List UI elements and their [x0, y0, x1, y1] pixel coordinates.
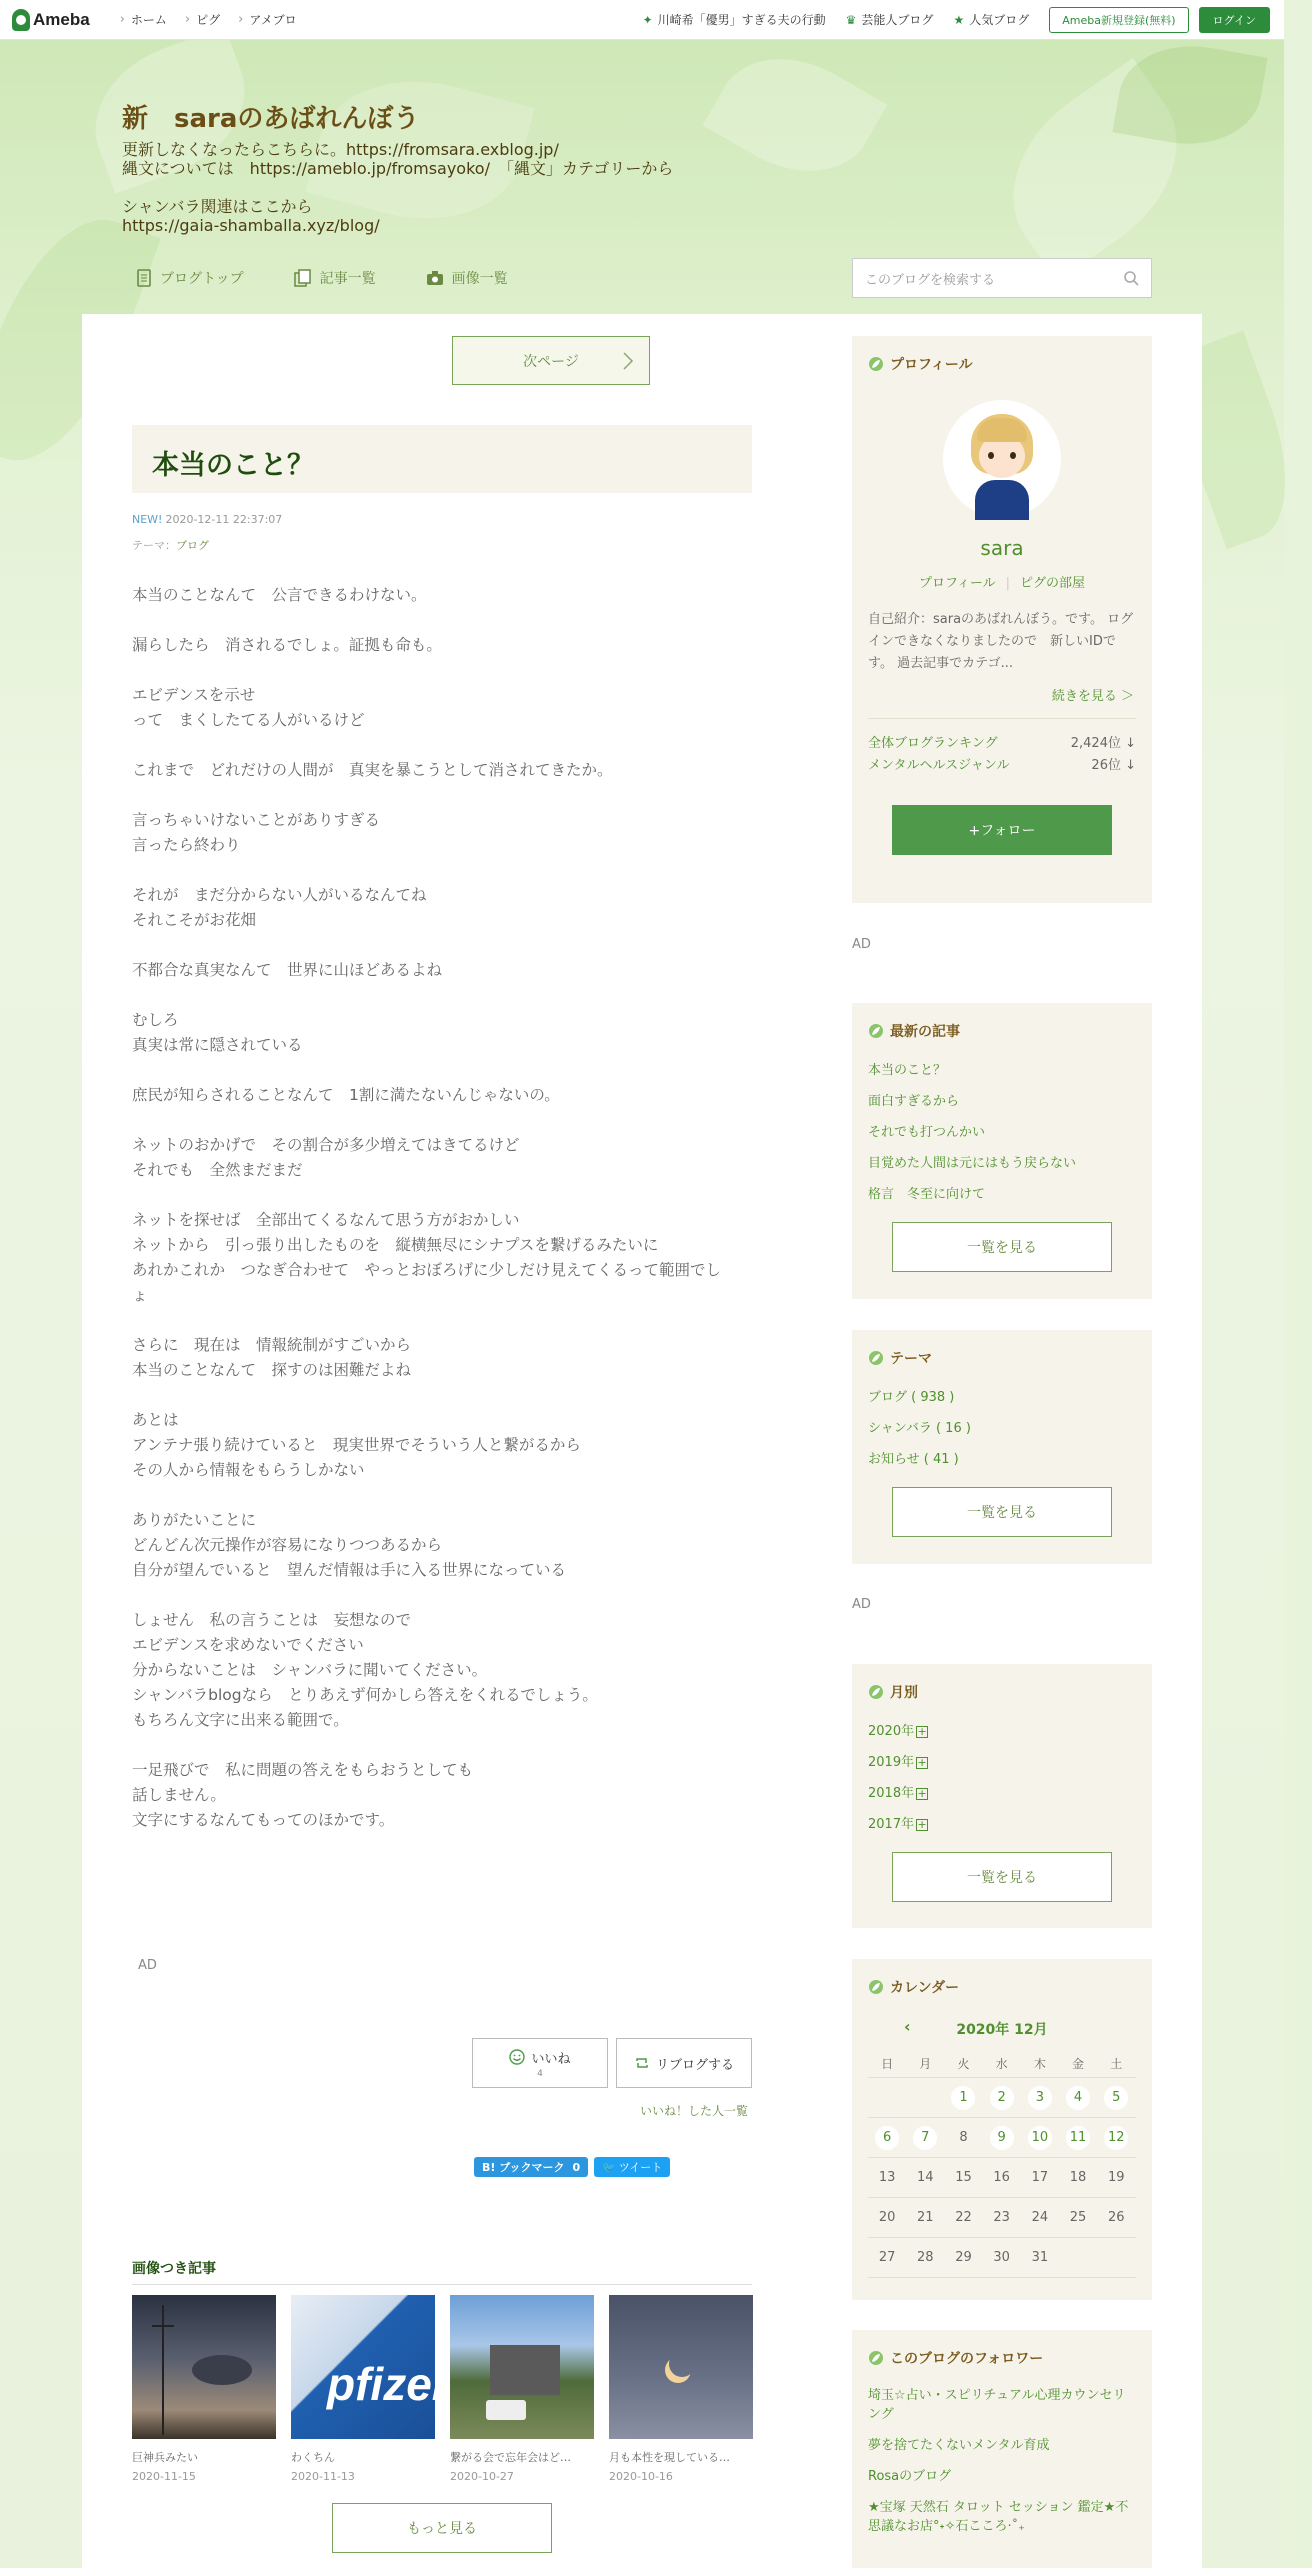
body-line: 言ったら終わり — [132, 836, 241, 854]
body-line: それこそがお花畑 — [132, 911, 257, 929]
global-nav — [102, 11, 297, 28]
calendar-month: 2020年 12月 — [956, 2022, 1048, 2038]
follow-button[interactable]: +フォロー — [892, 805, 1112, 855]
body-line: 一足飛びで 私に問題の答えをもらおうとしても — [132, 1761, 474, 1779]
blog-search[interactable] — [852, 258, 1152, 298]
thumbnail-image[interactable]: pfizer — [291, 2295, 435, 2439]
avatar[interactable] — [943, 400, 1061, 518]
calendar-day: 17 — [1031, 2170, 1049, 2185]
body-line — [132, 783, 757, 808]
calendar-day — [1059, 2238, 1097, 2277]
body-line — [132, 933, 757, 958]
crown-icon: ♛ — [845, 12, 857, 27]
calendar-day[interactable] — [1097, 2118, 1135, 2157]
body-line: むしろ — [132, 1011, 179, 1029]
profile-name[interactable]: sara — [980, 536, 1024, 560]
image-article-item[interactable]: 月も本性を現している… 2020-10-16 — [609, 2295, 753, 2483]
like-count: 4 — [537, 2068, 543, 2079]
body-line: それが まだ分からない人がいるなんてね — [132, 886, 427, 904]
body-line — [132, 658, 757, 683]
expand-icon[interactable]: + — [917, 1724, 927, 1738]
sparkle-icon: ✦ — [642, 12, 653, 27]
leaf-icon — [868, 1350, 884, 1366]
body-line — [132, 1733, 757, 1758]
weekday-label: 月 — [919, 2056, 932, 2071]
image-article-item[interactable]: 繋がる会で忘年会はど… 2020-10-27 — [450, 2295, 594, 2483]
bird-icon: 🐦 — [602, 2160, 616, 2174]
ranking: 全体ブログランキング 2,424位 ↓ メンタルヘルスジャンル 26位 ↓ — [868, 718, 1136, 777]
body-line: あとは — [132, 1411, 179, 1429]
nav-blog-top[interactable]: ブログトップ — [136, 268, 244, 288]
like-list-link[interactable]: いいね！した人一覧 — [640, 2104, 749, 2118]
calendar-day: 30 — [993, 2250, 1010, 2265]
smile-icon — [509, 2049, 525, 2065]
share-buttons — [474, 2157, 670, 2177]
body-line: ありがたいことに — [132, 1511, 257, 1529]
themes-widget: テーマ ブログ ( 938 ) シャンバラ ( 16 ) お知らせ ( 41 ) 一覧を見る — [852, 1330, 1152, 1564]
documents-icon — [294, 269, 312, 287]
theme-link[interactable]: お知らせ ( 41 ) — [868, 1452, 959, 1467]
celebrity-blog-link[interactable]: ♛ 芸能人ブログ — [845, 12, 934, 27]
calendar-grid — [868, 2049, 1136, 2278]
body-line — [132, 1583, 757, 1608]
body-line: 本当のことなんて 公言できるわけない。 — [132, 586, 427, 604]
latest-article-link[interactable]: 目覚めた人間は元にはもう戻らない — [868, 1156, 1077, 1171]
nav-image-list[interactable]: 画像一覧 — [426, 268, 508, 288]
article-theme: テーマ：ブログ — [132, 539, 209, 552]
leaf-icon — [868, 1684, 884, 1700]
ameba-logo[interactable]: Ameba — [12, 9, 90, 31]
calendar-day[interactable] — [983, 2118, 1021, 2157]
calendar-day-link[interactable]: 11 — [1066, 2126, 1090, 2150]
body-line: これまで どれだけの人間が 真実を暴こうとして消されてきたか。 — [132, 761, 613, 779]
body-line: エビデンスを求めないでください — [132, 1636, 364, 1654]
calendar-day: 18 — [1069, 2170, 1087, 2185]
body-line: 漏らしたら 消されるでしょ。証拠も命も。 — [132, 636, 442, 654]
image-article-item[interactable]: pfizer わくちん 2020-11-13 — [291, 2295, 435, 2483]
follower-blog-link[interactable]: 埼玉☆占い・スピリチュアル心理カウンセリング — [868, 2388, 1126, 2422]
followers-widget: このブログのフォロワー 埼玉☆占い・スピリチュアル心理カウンセリング 夢を捨てたくないメンタル育成 Rosaのブログ ★宝塚 天然石 タロット セッション 鑑定★不思議なお店°˖✧石こころ·˚₊ — [852, 2330, 1152, 2568]
calendar-widget: カレンダー ‹ 2020年 12月 日 月 火 水 木 金 土 1 2 3 4 5 6 7 8 9 10 11 12 13 14 15 16 17 18 19 20 21 22 23 24 25 26 27 28 29 30 31 — [852, 1959, 1152, 2300]
latest-article-link[interactable]: 本当のこと？ — [868, 1063, 947, 1078]
expand-icon[interactable]: + — [917, 1755, 927, 1769]
thumbnail-image[interactable] — [450, 2295, 594, 2439]
month-archive-link[interactable]: 2019年 + — [868, 1755, 927, 1770]
month-archive-link[interactable]: 2017年 + — [868, 1817, 927, 1832]
profile-link[interactable]: プロフィール — [918, 576, 996, 591]
article-body — [132, 583, 757, 1833]
calendar-day: 23 — [993, 2210, 1010, 2225]
leaf-icon — [868, 356, 884, 372]
expand-icon[interactable]: + — [917, 1817, 927, 1831]
body-line — [132, 858, 757, 883]
calendar-day-link[interactable]: 5 — [1104, 2086, 1128, 2110]
calendar-day-link[interactable]: 12 — [1104, 2126, 1128, 2150]
calendar-day: 16 — [993, 2170, 1010, 2185]
follower-blog-link[interactable]: 夢を捨てたくないメンタル育成 — [868, 2438, 1050, 2453]
calendar-day-link[interactable]: 6 — [875, 2126, 899, 2150]
blog-nav — [136, 268, 558, 288]
calendar-day — [1097, 2238, 1135, 2277]
calendar-day: 24 — [1031, 2210, 1049, 2225]
body-line: それでも 全然まだまだ — [132, 1161, 303, 1179]
view-all-themes-button[interactable]: 一覧を見る — [892, 1487, 1112, 1537]
weekday-label: 火 — [957, 2056, 970, 2071]
body-line — [132, 1383, 757, 1408]
calendar-day: 21 — [917, 2210, 934, 2225]
ameba-logo-icon — [12, 9, 30, 31]
article-date: 2020-12-11 22:37:07 — [165, 513, 283, 526]
global-header — [0, 0, 1284, 40]
view-all-monthly-button[interactable]: 一覧を見る — [892, 1852, 1112, 1902]
body-line — [132, 608, 757, 633]
like-button[interactable]: いいね 4 — [472, 2038, 608, 2088]
body-line: しょせん 私の言うことは 妄想なので — [132, 1611, 412, 1629]
calendar-day-link[interactable]: 2 — [990, 2086, 1014, 2110]
read-more-link[interactable]: 続きを見る ＞ — [1051, 689, 1134, 704]
body-line: アンテナ張り続けていると 現実世界でそういう人と繋がるから — [132, 1436, 581, 1454]
body-line: 言っちゃいけないことがありすぎる — [132, 811, 381, 829]
body-line: どんどん次元操作が容易になりつつあるから — [132, 1536, 443, 1554]
calendar-day-link[interactable]: 9 — [990, 2126, 1014, 2150]
weekday-label: 木 — [1033, 2056, 1046, 2071]
calendar-day-link[interactable]: 4 — [1066, 2086, 1090, 2110]
calendar-day: 28 — [917, 2250, 934, 2265]
reblog-button[interactable]: リブログする — [616, 2038, 752, 2088]
profile-links: プロフィール | ピグの部屋 — [918, 576, 1086, 591]
body-line: エビデンスを示せ — [132, 686, 256, 704]
body-line: 真実は常に隠されている — [132, 1036, 303, 1054]
body-line: ネットから 引っ張り出したものを 縦横無尽にシナプスを繋げるみたいに — [132, 1236, 659, 1254]
calendar-day[interactable] — [1021, 2078, 1059, 2117]
leaf-icon — [868, 1023, 884, 1039]
calendar-day: 26 — [1107, 2210, 1125, 2225]
body-line — [132, 1183, 757, 1208]
overall-ranking-link[interactable]: 全体ブログランキング — [868, 736, 998, 751]
pigg-room-link[interactable]: ピグの部屋 — [1020, 576, 1086, 591]
calendar-day: 25 — [1069, 2210, 1087, 2225]
body-line — [132, 733, 757, 758]
blog-description: 更新しなくなったらこちらに。https://fromsara.exblog.jp/ 縄文については https://ameblo.jp/fromsayoko/ 「縄文」カテゴリーから シャンバラ関連はここから https://gaia-shamballa.xyz/blog/ — [122, 140, 674, 235]
body-line — [132, 1058, 757, 1083]
calendar-day: 31 — [1031, 2250, 1049, 2265]
genre-ranking-link[interactable]: メンタルヘルスジャンル — [868, 758, 1010, 773]
weekday-label: 土 — [1110, 2056, 1123, 2071]
latest-article-link[interactable]: 面白すぎるから — [868, 1094, 960, 1109]
leaf-icon — [868, 2350, 884, 2366]
calendar-day: 14 — [917, 2170, 934, 2185]
nav-ameblo[interactable]: › アメブロ — [238, 11, 296, 28]
popular-blog-link[interactable]: ★ 人気ブログ — [953, 12, 1030, 27]
calendar-day-link[interactable]: 10 — [1028, 2126, 1052, 2150]
calendar-day[interactable] — [906, 2118, 944, 2157]
profile-intro: 自己紹介：saraのあばれんぼう。です。 ログインできなくなりましたので 新しいIDです。 過去記事でカテゴ... — [868, 612, 1134, 671]
global-nav-right — [643, 7, 1284, 33]
view-all-latest-button[interactable]: 一覧を見る — [892, 1222, 1112, 1272]
search-icon[interactable] — [1123, 270, 1139, 286]
image-articles-list — [132, 2295, 768, 2483]
chevron-right-icon — [621, 351, 635, 371]
weekday-label: 金 — [1072, 2056, 1085, 2071]
body-line: シャンバラblogなら とりあえず何かしら答えをくれるでしょう。 — [132, 1686, 598, 1704]
notebook-icon — [136, 269, 152, 287]
calendar-day-link[interactable]: 7 — [913, 2126, 937, 2150]
blog-title[interactable]: 新 saraのあばれんぼう — [122, 104, 420, 134]
trending-link[interactable]: ✦ 川崎希「優男」すぎる夫の行動 — [642, 12, 826, 27]
calendar-day-link[interactable]: 3 — [1028, 2086, 1052, 2110]
body-line: ネットのおかげで その割合が多少増えてはきてるけど — [132, 1136, 520, 1154]
body-line: 庶民が知らされることなんて 1割に満たないんじゃないの。 — [132, 1086, 560, 1104]
calendar-day[interactable] — [868, 2118, 906, 2157]
login-button[interactable]: ログイン — [1199, 7, 1270, 33]
star-icon: ★ — [953, 12, 965, 27]
calendar-week-row — [868, 2078, 1136, 2118]
thumbnail-image[interactable] — [609, 2295, 753, 2439]
body-line — [132, 1108, 757, 1133]
body-line: 不都合な真実なんて 世界に山ほどあるよね — [132, 961, 443, 979]
ad-label: AD — [138, 1958, 157, 1973]
body-line: 話しません。 — [132, 1786, 226, 1804]
calendar-week-row — [868, 2198, 1136, 2238]
body-line: ょ — [132, 1286, 148, 1304]
ad-label: AD — [852, 937, 871, 952]
follower-blog-link[interactable]: ★宝塚 天然石 タロット セッション 鑑定★不思議なお店°˖✧石こころ·˚₊ — [868, 2500, 1129, 2534]
hatena-bookmark-button[interactable]: B! ブックマーク 0 — [474, 2157, 588, 2177]
image-article-item[interactable]: 巨神兵みたい 2020-11-15 — [132, 2295, 276, 2483]
month-archive-link[interactable]: 2020年 + — [868, 1724, 927, 1739]
theme-link[interactable]: ブログ ( 938 ) — [868, 1390, 955, 1405]
body-line: ネットを探せば 全部出てくるなんて思う方がおかしい — [132, 1211, 520, 1229]
calendar-day[interactable] — [1059, 2118, 1097, 2157]
article-meta — [132, 513, 282, 526]
calendar-day — [868, 2078, 906, 2117]
calendar-week-row — [868, 2118, 1136, 2158]
calendar-day-link[interactable]: 1 — [951, 2086, 975, 2110]
nav-article-list[interactable]: 記事一覧 — [294, 268, 376, 288]
article-title[interactable]: 本当のこと？ — [132, 425, 752, 493]
reblog-icon — [634, 2055, 650, 2071]
latest-article-link[interactable]: 格言 冬至に向けて — [868, 1187, 986, 1202]
calendar-day: 27 — [878, 2250, 896, 2265]
month-archive-link[interactable]: 2018年 + — [868, 1786, 927, 1801]
image-articles-heading: 画像つき記事 — [132, 2258, 752, 2285]
body-line: さらに 現在は 情報統制がすごいから — [132, 1336, 412, 1354]
theme-link[interactable]: シャンバラ ( 16 ) — [868, 1421, 971, 1436]
leaf-icon — [868, 1979, 884, 1995]
body-line: 分からないことは シャンバラに聞いてください。 — [132, 1661, 488, 1679]
calendar-day: 19 — [1107, 2170, 1125, 2185]
weekday-label: 日 — [881, 2056, 894, 2071]
body-line: あれかこれか つなぎ合わせて やっとおぼろげに少しだけ見えてくるって範囲でし — [132, 1261, 722, 1279]
calendar-day: 13 — [878, 2170, 896, 2185]
monthly-widget: 月別 2020年 + 2019年 + 2018年 + 2017年 + 一覧を見る — [852, 1664, 1152, 1928]
calendar-week-row — [868, 2238, 1136, 2278]
body-line — [132, 1483, 757, 1508]
theme-link[interactable]: ブログ — [176, 539, 209, 552]
register-button[interactable]: Ameba新規登録(無料) — [1049, 7, 1188, 33]
chevron-left-icon[interactable]: ‹ — [904, 2017, 911, 2036]
camera-icon — [426, 270, 444, 286]
next-page-button[interactable]: 次ページ — [452, 336, 650, 385]
profile-widget: プロフィール sara プロフィール | ピグの部屋 自己紹介：saraのあばれんぼう。です。 ログインできなくなりましたので 新しいIDです。 過去記事でカテゴ... 続きを見る ＞ 全体ブログランキング 2,424位 ↓ メンタルヘルスジャンル 26位 ↓ +フォロー — [852, 336, 1152, 903]
nav-home[interactable]: › ホーム — [120, 11, 167, 28]
calendar-day: 8 — [959, 2130, 968, 2145]
calendar-day[interactable] — [983, 2078, 1021, 2117]
body-line: って まくしたてる人がいるけど — [132, 711, 365, 729]
body-line — [132, 1308, 757, 1333]
calendar-weekday-row — [868, 2049, 1136, 2078]
calendar-week-row — [868, 2158, 1136, 2198]
search-input[interactable]: このブログを検索する — [865, 272, 996, 288]
body-line: その人から情報をもらうしかない — [132, 1461, 365, 1479]
body-line: もちろん文字に出来る範囲で。 — [132, 1711, 349, 1729]
body-line: 文字にするなんてもってのほかです。 — [132, 1811, 395, 1829]
calendar-day: 22 — [955, 2210, 972, 2225]
ad-label: AD — [852, 1597, 871, 1612]
thumbnail-image[interactable] — [132, 2295, 276, 2439]
latest-articles-widget: 最新の記事 本当のこと？ 面白すぎるから それでも打つんかい 目覚めた人間は元にはもう戻らない 格言 冬至に向けて 一覧を見る — [852, 1003, 1152, 1299]
calendar-day: 29 — [955, 2250, 972, 2265]
nav-pigg[interactable]: › ピグ — [185, 11, 220, 28]
expand-icon[interactable]: + — [917, 1786, 927, 1800]
calendar-day[interactable] — [1097, 2078, 1135, 2117]
calendar-day[interactable] — [944, 2078, 982, 2117]
calendar-day — [906, 2078, 944, 2117]
new-badge: NEW! — [132, 513, 163, 526]
calendar-day: 20 — [878, 2210, 896, 2225]
calendar-day: 15 — [955, 2170, 972, 2185]
tweet-button[interactable]: 🐦 ツイート — [594, 2157, 670, 2177]
body-line: 本当のことなんて 探すのは困難だよね — [132, 1361, 412, 1379]
more-images-button[interactable]: もっと見る — [332, 2503, 552, 2553]
follower-blog-link[interactable]: Rosaのブログ — [868, 2469, 952, 2484]
calendar-day[interactable] — [1021, 2118, 1059, 2157]
calendar-day[interactable] — [1059, 2078, 1097, 2117]
body-line — [132, 983, 757, 1008]
weekday-label: 水 — [995, 2056, 1008, 2071]
latest-article-link[interactable]: それでも打つんかい — [868, 1125, 986, 1140]
body-line: 自分が望んでいると 望んだ情報は手に入る世界になっている — [132, 1561, 567, 1579]
